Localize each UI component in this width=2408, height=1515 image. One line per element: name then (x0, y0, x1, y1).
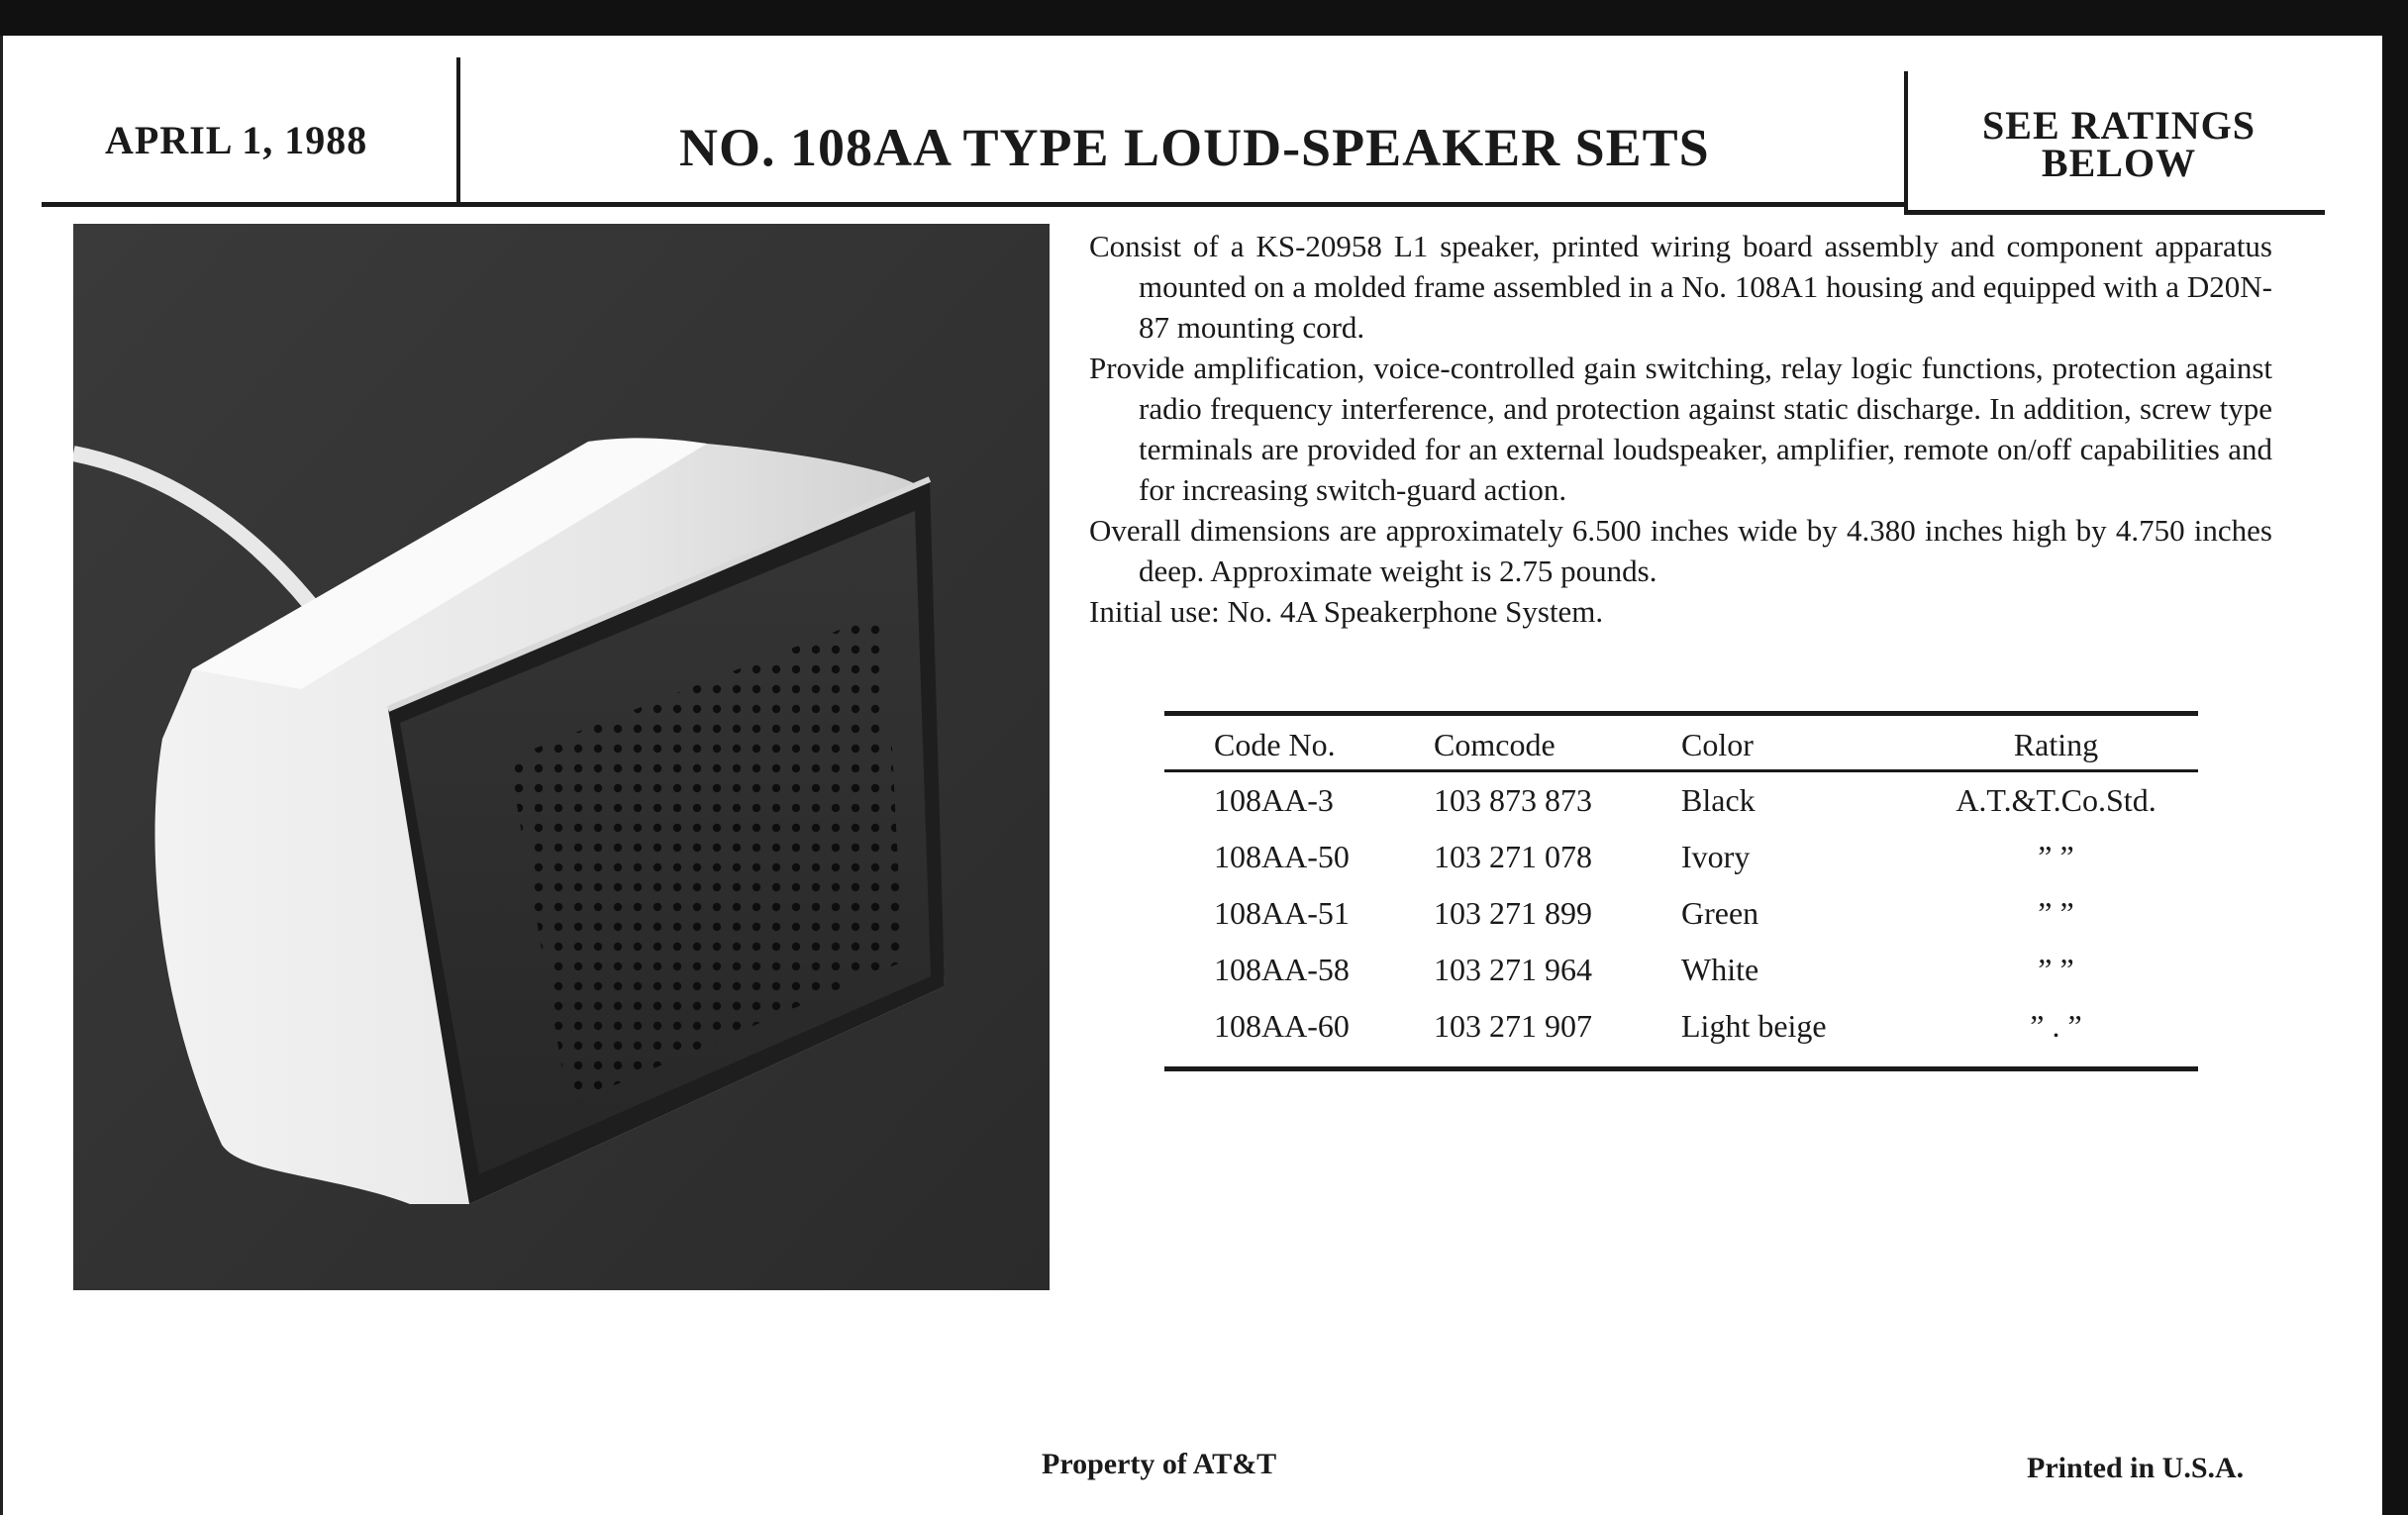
table-bottom-rule (1164, 1066, 2198, 1071)
header-rule (42, 202, 1907, 207)
header-rating: Rating (2013, 726, 2099, 762)
table-row (1164, 998, 2198, 1055)
page-title: NO. 108AA TYPE LOUD-SPEAKER SETS (679, 118, 1710, 177)
description-paragraph: Consist of a KS-20958 L1 speaker, printed wiring board assembly and component apparatus mounted on a molded frame assembled in a No. 108A1 housing and equipped with a D20N-87 mounting cord. (1089, 229, 2272, 345)
speaker-photo-icon (73, 224, 1050, 1290)
description-paragraph: Initial use: No. 4A Speakerphone System. (1089, 594, 1604, 629)
table-row (1164, 942, 2198, 998)
table-row (1164, 829, 2198, 885)
cell-color: Green (1681, 895, 1759, 931)
cell-comcode: 103 271 907 (1434, 1008, 1592, 1044)
table-row (1164, 772, 2198, 829)
ratings-note-line1: SEE RATINGS (1982, 103, 2256, 148)
cell-code: 108AA-60 (1214, 1008, 1350, 1044)
header-color: Color (1681, 726, 1754, 762)
description-paragraph: Overall dimensions are approximately 6.500 inches wide by 4.380 inches high by 4.750 inches deep. Approximate weight is 2.75 pounds. (1089, 513, 2272, 588)
header-divider-right (1904, 71, 1908, 212)
cell-code: 108AA-58 (1214, 952, 1350, 987)
cell-code: 108AA-51 (1214, 895, 1350, 931)
cell-code: 108AA-3 (1214, 782, 1334, 818)
cell-comcode: 103 271 964 (1434, 952, 1592, 987)
table-header-row (1164, 716, 2198, 769)
cell-color: Light beige (1681, 1008, 1827, 1044)
scan-top-border (0, 0, 2408, 36)
cell-color: Ivory (1681, 839, 1751, 874)
description (1089, 226, 2272, 632)
ratings-note-line2: BELOW (2041, 141, 2197, 185)
cell-rating: ” ” (2038, 952, 2074, 987)
table-row (1164, 885, 2198, 942)
header-divider-left (456, 57, 460, 206)
ratings-note (1956, 103, 2282, 185)
cell-comcode: 103 271 899 (1434, 895, 1592, 931)
cell-rating: ” ” (2038, 895, 2074, 931)
cell-comcode: 103 271 078 (1434, 839, 1592, 874)
cell-comcode: 103 873 873 (1434, 782, 1592, 818)
footer-printed: Printed in U.S.A. (2027, 1452, 2245, 1484)
cell-rating: A.T.&T.Co.Std. (1956, 782, 2157, 818)
header-code: Code No. (1214, 726, 1336, 762)
scan-left-edge (0, 36, 3, 1515)
description-paragraph: Provide amplification, voice-controlled gain switching, relay logic functions, protection against radio frequency interference, and protection against static discharge. In addition, screw type terminals are provided for an external loudspeaker, amplifier, remote on/off capabilities and for increasing switch-guard action. (1089, 351, 2272, 507)
cell-rating: ” . ” (2030, 1008, 2082, 1044)
cell-color: White (1681, 952, 1759, 987)
cell-rating: ” ” (2038, 839, 2074, 874)
scan-right-border (2382, 0, 2408, 1515)
header-comcode: Comcode (1434, 726, 1555, 762)
footer-property: Property of AT&T (1042, 1448, 1277, 1480)
cell-color: Black (1681, 782, 1756, 818)
issue-date: APRIL 1, 1988 (105, 118, 368, 162)
ratings-table (1164, 711, 2198, 1071)
header-rule-right (1904, 210, 2325, 215)
cell-code: 108AA-50 (1214, 839, 1350, 874)
